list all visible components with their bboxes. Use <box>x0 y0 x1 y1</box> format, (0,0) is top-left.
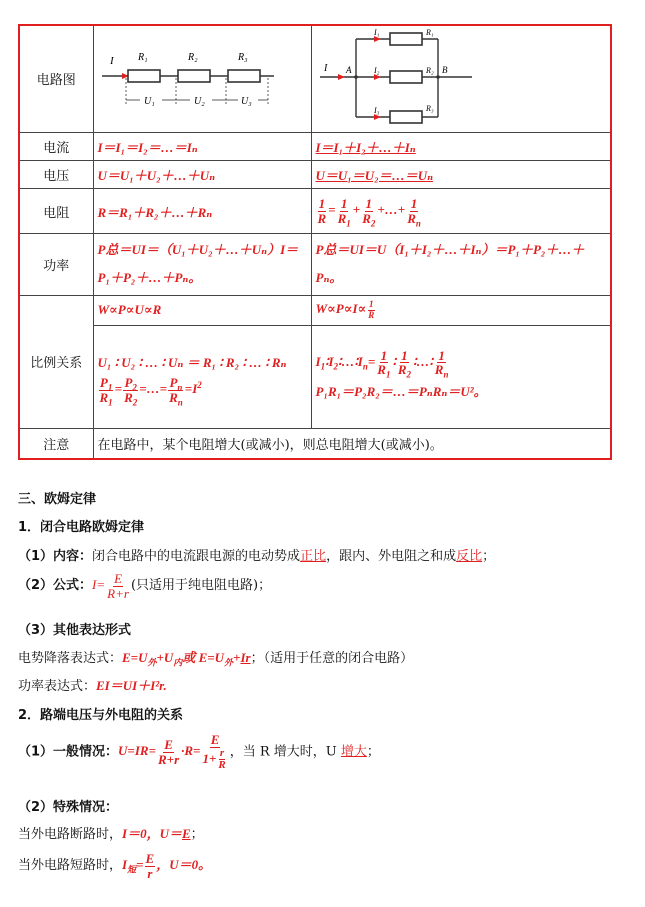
row-label-ratio: 比例关系 <box>19 295 93 429</box>
label-U1: U₁ <box>143 95 155 107</box>
content-text-c: ； <box>482 549 496 564</box>
short-circuit-voltage: U＝0。 <box>169 857 212 873</box>
row-label-circuit: 电路图 <box>19 25 93 132</box>
series-circuit-svg <box>98 34 278 124</box>
short-circuit-text: 当外电路短路时， <box>18 858 123 874</box>
series-ratio-line2: U₁ ∶ U₂ ∶ … ∶ Uₙ ＝ R₁ ∶ R₂ ∶ … ∶ Rₙ <box>97 354 287 370</box>
general-case-label: （1）一般情况： <box>18 744 119 760</box>
label-R3: R₃ <box>237 51 248 63</box>
label-I1: I₁ <box>373 28 379 37</box>
label-I: I <box>109 54 114 67</box>
series-ratio-line3: $\frac{P_1}{R_1}$ = $\frac{P_2}{R_2}$ =…= $\frac{P_n}{R_n}$ $=I^2$ <box>99 374 202 408</box>
formula-line <box>18 572 271 600</box>
parallel-voltage-text: U＝U₁＝U₂＝…＝Uₙ <box>315 168 434 184</box>
content-label: （1）内容： <box>18 549 93 564</box>
parallel-current-text: I＝I₁＋I₂＋…＋Iₙ <box>315 139 416 155</box>
other-forms-label: （3）其他表达形式 <box>18 623 132 638</box>
note-text: 在电路中，某个电阻增大(或减小)，则总电阻增大(或减小)。 <box>93 429 611 459</box>
label-R1: R₁ <box>425 28 434 37</box>
general-case-line <box>18 733 380 772</box>
open-circuit-text: 当外电路断路时， <box>18 827 123 842</box>
series-ratio-block <box>93 325 311 428</box>
parallel-ratio-line1: W∝P∝I∝ $\frac{1}{R}$ <box>311 295 611 325</box>
special-case-label: （2）特殊情况： <box>18 800 119 815</box>
content-text-b: ，跟内、外电阻之和成 <box>326 549 457 564</box>
subsection-2: 2．路端电压与外电阻的关系 <box>18 708 184 723</box>
open-circuit-line <box>18 823 204 842</box>
series-ratio-line1: W∝P∝U∝R <box>93 295 311 325</box>
row-label-power: 功率 <box>19 233 93 295</box>
parallel-power-formula: P总＝UI＝U（I₁＋I₂＋…＋Iₙ）＝P₁＋P₂＋…＋Pₙ。 <box>311 233 611 295</box>
label-U2: U₂ <box>193 95 205 107</box>
label-R3: R₃ <box>425 103 434 113</box>
short-circuit-current-formula: $I_短=$ $\frac{E}{r}$ ， <box>122 851 170 881</box>
parallel-circuit-svg <box>316 29 476 129</box>
series-power-formula: P总＝UI＝（U₁＋U₂＋…＋Uₙ）I＝P₁＋P₂＋…＋Pₙ。 <box>93 233 311 295</box>
label-R2: R₂ <box>187 51 198 63</box>
label-I: I <box>323 62 327 74</box>
emf-line <box>18 647 413 666</box>
circuit-comparison-table <box>18 24 612 460</box>
row-label-current: 电流 <box>19 132 93 160</box>
terminal-voltage-formula: U=IR= $\frac{E}{R+r}$ ·R= E 1+ $\frac{r}{R}$ <box>118 732 226 772</box>
content-text-a: 闭合电路中的电流跟电源的电动势成 <box>92 549 301 564</box>
parallel-current-formula <box>311 132 611 160</box>
label-R2: R₂ <box>425 65 434 75</box>
parallel-resistance-formula: $\frac{1}{R}$ = $\frac{1}{R_1}$ + $\frac{1}{R_2}$ +…+ $\frac{1}{R_n}$ <box>311 189 611 234</box>
label-I3: I₃ <box>373 105 379 115</box>
emf-formula: $E=U_外+U_内$或 $E=U_外+Ir$ <box>122 650 251 668</box>
row-label-resistance: 电阻 <box>19 189 93 234</box>
ohm-law-formula: I= $\frac{E}{R+r}$ <box>92 571 129 601</box>
emf-label: 电势降落表达式： <box>18 651 123 666</box>
answer-emf: E <box>181 826 191 841</box>
row-label-voltage: 电压 <box>19 161 93 189</box>
answer-inverse-proportion: 反比 <box>456 549 483 564</box>
parallel-voltage-formula <box>311 161 611 189</box>
emf-note: ；（适用于任意的闭合电路） <box>250 651 414 666</box>
general-case-end: ； <box>366 744 380 760</box>
series-current-formula: I＝I₁＝I₂＝…＝Iₙ <box>93 132 311 160</box>
answer-increase: 增大 <box>340 744 367 760</box>
series-resistance-formula: R＝R₁＋R₂＋…＋Rₙ <box>93 189 311 234</box>
series-voltage-formula: U＝U₁＋U₂＋…＋Uₙ <box>93 161 311 189</box>
series-circuit-diagram <box>93 25 311 132</box>
short-circuit-line <box>18 852 211 880</box>
power-label: 功率表达式： <box>18 679 97 694</box>
formula-label: （2）公式： <box>18 578 93 594</box>
formula-note: (只适用于纯电阻电路)； <box>130 578 272 594</box>
section-heading: 三、欧姆定律 <box>18 492 97 507</box>
label-I2: I₂ <box>373 65 379 75</box>
parallel-ratio-line3: P₁R₁＝P₂R₂＝…＝PₙRₙ＝U²。 <box>315 384 487 400</box>
row-label-note: 注意 <box>19 429 93 459</box>
label-U3: U₃ <box>240 95 252 107</box>
parallel-ratio-line2: $I_1∶I_2∶\dots∶I_n=$ $\frac{1}{R_1}$ ∶ $\frac{1}{R_2}$ ∶…∶ $\frac{1}{R_n}$ <box>315 347 449 381</box>
open-circuit-formula: I＝0，U＝ <box>122 826 182 841</box>
label-B: B <box>441 64 447 75</box>
open-circuit-end: ； <box>190 827 204 842</box>
parallel-circuit-diagram <box>311 25 611 132</box>
subsection-1: 1．闭合电路欧姆定律 <box>18 520 145 535</box>
parallel-ratio-block <box>311 325 611 428</box>
answer-direct-proportion: 正比 <box>300 549 327 564</box>
general-case-text: ，当 R 增大时，U <box>229 744 341 760</box>
power-formula: EI＝UI＋I²r. <box>96 678 167 693</box>
label-A: A <box>345 64 351 75</box>
label-R1: R₁ <box>137 51 148 63</box>
content-line <box>18 545 495 564</box>
power-line <box>18 675 167 694</box>
